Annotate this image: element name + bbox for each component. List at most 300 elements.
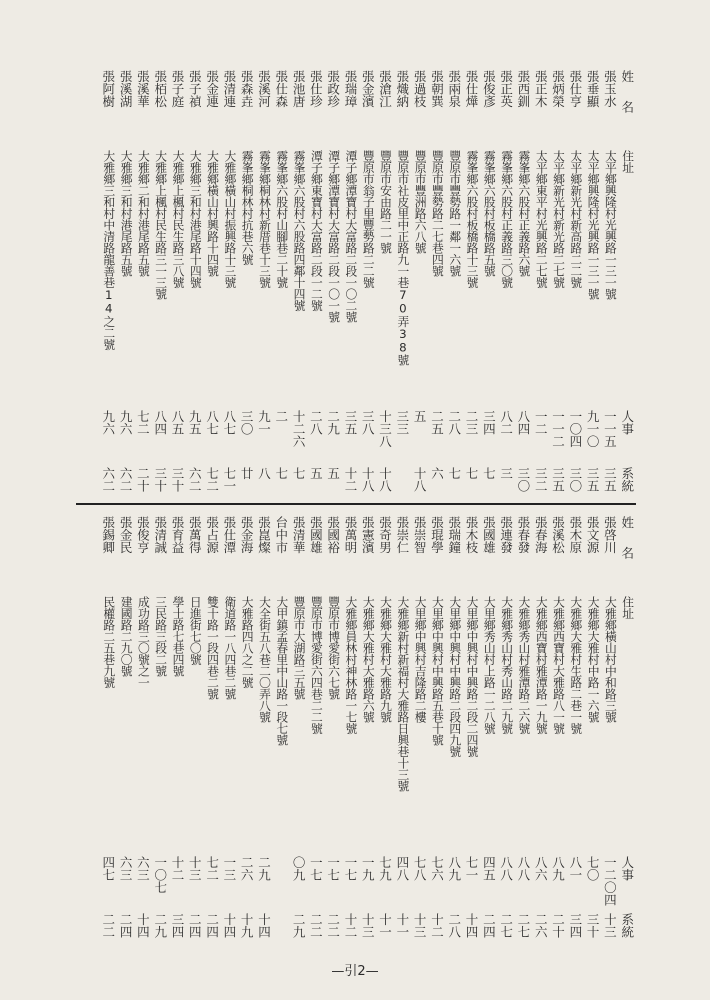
person-name: 張春發	[515, 516, 531, 554]
table-row	[567, 508, 584, 948]
table-row	[325, 62, 342, 502]
personnel-cell: 八一	[567, 856, 583, 881]
relation-cell: 三〇	[515, 467, 531, 492]
relation-cell: 十四	[221, 913, 237, 938]
person-name: 張西釧	[515, 70, 531, 108]
table-row	[532, 62, 549, 502]
personnel-cell: 二六	[239, 856, 255, 881]
header-relation: 系統	[619, 913, 635, 938]
relation-cell: 七	[481, 467, 497, 480]
table-row	[463, 62, 480, 502]
relation-cell: 十一	[377, 913, 393, 938]
table-row	[377, 62, 394, 502]
top-table	[76, 62, 636, 502]
relation-cell: 十四	[256, 913, 272, 938]
personnel-cell: 三五	[342, 410, 358, 435]
person-name: 張朝巽	[429, 70, 445, 108]
address-cell: 大里鄉中興村吉隆路二樓	[413, 596, 428, 723]
person-name: 張瑞璋	[342, 70, 358, 108]
person-name: 張子禎	[187, 70, 203, 108]
personnel-cell: 三四	[481, 410, 497, 435]
relation-cell: 七	[464, 467, 480, 480]
personnel-cell: 四五	[481, 856, 497, 881]
header-column	[619, 508, 636, 948]
relation-cell: 八	[256, 467, 272, 480]
person-name: 張溪河	[256, 70, 272, 108]
person-name: 張政珍	[325, 70, 341, 108]
relation-cell: 二六	[533, 913, 549, 938]
personnel-cell: 一七	[325, 856, 341, 881]
table-row	[307, 62, 324, 502]
relation-cell: 十三	[412, 913, 428, 938]
address-cell: 豐原市大湖路三五號	[292, 596, 307, 700]
table-row	[394, 62, 411, 502]
table-row	[394, 508, 411, 948]
table-row	[342, 62, 359, 502]
person-name: 張正木	[533, 70, 549, 108]
relation-cell: 十八	[360, 467, 376, 492]
table-row	[411, 62, 428, 502]
address-cell: 太平鄉興隆村光興路一三一號	[603, 150, 618, 300]
address-cell: 豐原市博愛街六四巷二二號	[309, 596, 324, 734]
table-row	[204, 508, 221, 948]
person-name: 張熾納	[394, 70, 410, 108]
address-cell: 霧峯鄉六股村山腳巷二十號	[274, 150, 289, 288]
person-name: 張崇智	[412, 516, 428, 554]
personnel-cell: 八七	[204, 410, 220, 435]
relation-cell: 六二	[118, 467, 134, 492]
personnel-cell: 八九	[550, 856, 566, 881]
personnel-cell: 七九	[377, 856, 393, 881]
person-name: 張春海	[533, 516, 549, 554]
personnel-cell: 十二六	[291, 410, 307, 448]
person-name: 張溪湖	[118, 70, 134, 108]
address-cell: 潭子鄉潭寶村大富路二段一〇二號	[343, 150, 358, 323]
personnel-cell: 十二	[169, 856, 185, 881]
table-row	[428, 62, 445, 502]
relation-cell: 五	[325, 467, 341, 480]
table-row	[186, 62, 203, 502]
table-row	[550, 62, 567, 502]
address-cell: 大雅鄉橫山村中和路三號	[603, 596, 618, 723]
address-cell: 大里鄉中興村中興路二段二四號	[465, 596, 480, 757]
relation-cell: 二八	[446, 913, 462, 938]
relation-cell: 七	[446, 467, 462, 480]
header-address: 住址	[620, 596, 635, 619]
personnel-cell: 三八	[360, 410, 376, 435]
address-cell: 豐原市安由路二一號	[378, 150, 393, 254]
address-cell: 霧峯鄉六股村六股路四鄰十四號	[292, 150, 307, 311]
personnel-cell: 十三	[187, 856, 203, 881]
personnel-cell: 八四	[515, 410, 531, 435]
relation-cell: 六二	[100, 467, 116, 492]
relation-cell: 二二	[308, 913, 324, 938]
relation-cell: 二二	[325, 913, 341, 938]
table-row	[273, 508, 290, 948]
person-name: 張國雄	[481, 516, 497, 554]
personnel-cell: 七〇	[585, 856, 601, 881]
person-name: 張育益	[169, 516, 185, 554]
header-name: 姓名	[619, 70, 635, 131]
table-row	[446, 62, 463, 502]
table-row	[169, 508, 186, 948]
address-cell: 大雅鄉大雅村中路一六號	[586, 596, 601, 723]
personnel-cell: 七一	[464, 856, 480, 881]
relation-cell: 七二	[204, 467, 220, 492]
table-row	[100, 62, 117, 502]
address-cell: 太平鄉東平村光興路二七號	[534, 150, 549, 288]
personnel-cell: 一七	[308, 856, 324, 881]
table-row	[100, 508, 117, 948]
relation-cell: 三十	[152, 467, 168, 492]
relation-cell: 十二	[342, 467, 358, 492]
relation-cell: 七	[273, 467, 289, 480]
relation-cell: 廿	[239, 467, 255, 480]
personnel-cell: 五	[412, 410, 428, 423]
table-row	[255, 508, 272, 948]
relation-cell: 二九	[152, 913, 168, 938]
personnel-cell: 九一	[256, 410, 272, 435]
relation-cell: 十二	[342, 913, 358, 938]
table-row	[238, 508, 255, 948]
table-row	[550, 508, 567, 948]
relation-cell: 三〇	[567, 467, 583, 492]
person-name: 張清誠	[152, 516, 168, 554]
person-name: 張文源	[585, 516, 601, 554]
relation-cell: 二四	[204, 913, 220, 938]
personnel-cell: 一九	[360, 856, 376, 881]
table-row	[480, 508, 497, 948]
header-name: 姓名	[619, 516, 635, 577]
personnel-cell: 〇九	[291, 856, 307, 881]
relation-cell: 二四	[187, 913, 203, 938]
table-row	[186, 508, 203, 948]
table-row	[134, 62, 151, 502]
relation-cell: 二十	[135, 467, 151, 492]
person-name: 張仕燁	[464, 70, 480, 108]
personnel-cell: 八八	[498, 856, 514, 881]
person-name: 張萬得	[187, 516, 203, 554]
address-cell: 成功路三〇號之一	[136, 596, 151, 688]
address-cell: 潭子鄉東寶村大富路二段一二號	[309, 150, 324, 311]
person-name: 張琨學	[429, 516, 445, 554]
person-name: 張森垚	[239, 70, 255, 108]
person-name: 張正英	[498, 70, 514, 108]
address-cell: 大雅鄉秀山村雅潭路二六號	[516, 596, 531, 734]
address-cell: 大雅鄉橫山村興路十四號	[205, 150, 220, 277]
bottom-table	[76, 508, 636, 948]
table-row	[290, 508, 307, 948]
address-cell: 豐原市豐洲路六八號	[413, 150, 428, 254]
person-name: 張炳榮	[550, 70, 566, 108]
personnel-cell: 九五	[187, 410, 203, 435]
address-cell: 霧峯鄉桐林村抗巷六號	[240, 150, 255, 265]
person-name: 張金民	[118, 516, 134, 554]
relation-cell: 二七	[498, 913, 514, 938]
address-cell: 衛道路一八四巷二號	[222, 596, 237, 700]
person-name: 張錫卿	[100, 516, 116, 554]
person-name: 張滄江	[377, 70, 393, 108]
relation-cell: 三十	[169, 467, 185, 492]
address-cell: 大雅鄉橫山村振興路十三號	[222, 150, 237, 288]
person-name: 張金海	[239, 516, 255, 554]
table-row	[117, 62, 134, 502]
relation-cell: 六	[429, 467, 445, 480]
table-row	[117, 508, 134, 948]
address-cell: 大雅鄉大雅村大雅路六號	[361, 596, 376, 723]
header-column	[619, 62, 636, 502]
person-name: 張國裕	[325, 516, 341, 554]
person-name: 台中市	[273, 516, 289, 554]
person-name: 張俊彥	[481, 70, 497, 108]
person-name: 張俊亨	[135, 516, 151, 554]
person-name: 張萬明	[342, 516, 358, 554]
person-name: 張溪華	[135, 70, 151, 108]
personnel-cell: 二三	[464, 410, 480, 435]
personnel-cell: 二	[273, 410, 289, 423]
personnel-cell: 一七	[342, 856, 358, 881]
person-name: 張木原	[567, 516, 583, 554]
personnel-cell: 一二	[533, 410, 549, 435]
table-row	[273, 62, 290, 502]
relation-cell: 十三	[360, 913, 376, 938]
personnel-cell: 八七	[221, 410, 237, 435]
person-name: 張仕森	[273, 70, 289, 108]
header-personnel: 人事	[619, 410, 635, 435]
personnel-cell: 九六	[118, 410, 134, 435]
table-row	[359, 508, 376, 948]
person-name: 張阿樹	[100, 70, 116, 108]
relation-cell: 三十	[585, 913, 601, 938]
table-row	[169, 62, 186, 502]
address-cell: 太平鄉新光村新高路二二號	[568, 150, 583, 288]
address-cell: 大雅鄉上楓村民生路三八號	[170, 150, 185, 288]
address-cell: 大雅鄉員林村神林路一七號	[343, 596, 358, 734]
personnel-cell: 六三	[118, 856, 134, 881]
personnel-cell: 一一五	[602, 410, 618, 448]
table-row	[411, 508, 428, 948]
relation-cell: 十四	[135, 913, 151, 938]
address-cell: 日進街七〇號	[188, 596, 203, 665]
personnel-cell: 八九	[446, 856, 462, 881]
relation-cell: 十一	[394, 913, 410, 938]
relation-cell: 二二	[100, 913, 116, 938]
relation-cell: 三五	[602, 467, 618, 492]
address-cell: 大甲鎮孟春里中山路一段七號	[274, 596, 289, 746]
person-name: 張連發	[498, 516, 514, 554]
personnel-cell: 八二	[498, 410, 514, 435]
address-cell: 大雅鄉西寶村雅潭路一九號	[534, 596, 549, 734]
table-row	[567, 62, 584, 502]
person-name: 張玉水	[602, 70, 618, 108]
table-row	[446, 508, 463, 948]
person-name: 張仕亨	[567, 70, 583, 108]
person-name: 張栢松	[152, 70, 168, 108]
relation-cell: 三五	[550, 467, 566, 492]
header-relation: 系統	[619, 467, 635, 492]
personnel-cell: 二九	[325, 410, 341, 435]
relation-cell: 六二	[187, 467, 203, 492]
personnel-cell: 一〇七	[152, 856, 168, 894]
relation-cell: 十九	[239, 913, 255, 938]
table-row	[290, 62, 307, 502]
address-cell: 三民路三段二號	[153, 596, 168, 677]
person-name: 張溪松	[550, 516, 566, 554]
table-row	[325, 508, 342, 948]
person-name: 張垂顯	[585, 70, 601, 108]
personnel-cell: 八五	[169, 410, 185, 435]
header-personnel: 人事	[619, 856, 635, 881]
table-row	[498, 62, 515, 502]
personnel-cell: 七八	[412, 856, 428, 881]
personnel-cell: 七二	[135, 410, 151, 435]
relation-cell: 三	[498, 467, 514, 480]
person-name: 張仕潭	[221, 516, 237, 554]
table-row	[307, 508, 324, 948]
relation-cell: 十二	[429, 913, 445, 938]
header-address: 住址	[620, 150, 635, 173]
personnel-cell: 八六	[533, 856, 549, 881]
address-cell: 豐原市豐勢路二七巷四號	[430, 150, 445, 277]
relation-cell: 二九	[291, 913, 307, 938]
table-row	[428, 508, 445, 948]
relation-cell: 七	[291, 467, 307, 480]
personnel-cell: 一〇四	[567, 410, 583, 448]
person-name: 張清連	[221, 70, 237, 108]
table-row	[221, 62, 238, 502]
table-row	[221, 508, 238, 948]
personnel-cell: 七六	[429, 856, 445, 881]
personnel-cell: 八八	[515, 856, 531, 881]
personnel-cell: 九一〇	[585, 410, 601, 448]
person-name: 張過枝	[412, 70, 428, 108]
personnel-cell: 六三	[135, 856, 151, 881]
address-cell: 建國路二九〇號	[119, 596, 134, 677]
person-name: 張仕珍	[308, 70, 324, 108]
personnel-cell: 一二〇四	[602, 856, 618, 906]
table-row	[601, 508, 618, 948]
table-row	[359, 62, 376, 502]
address-cell: 霧峯鄉桐林村新厝巷十三號	[257, 150, 272, 288]
personnel-cell: 一三	[221, 856, 237, 881]
personnel-cell: 十三八	[377, 410, 393, 448]
table-row	[584, 62, 601, 502]
relation-cell: 十八	[377, 467, 393, 492]
personnel-cell: 一一二	[550, 410, 566, 448]
person-name: 張國雄	[308, 516, 324, 554]
address-cell: 大雅鄉大雅村生路二巷一號	[568, 596, 583, 734]
person-name: 張崑燦	[256, 516, 272, 554]
relation-cell: 二四	[118, 913, 134, 938]
person-name: 張金連	[204, 70, 220, 108]
table-row	[152, 62, 169, 502]
personnel-cell: 二九	[256, 856, 272, 881]
relation-cell: 十四	[464, 913, 480, 938]
address-cell: 大雅鄉上楓村民生路三一三號	[153, 150, 168, 300]
person-name: 張占源	[204, 516, 220, 554]
table-row	[515, 508, 532, 948]
relation-cell: 三四	[567, 913, 583, 938]
person-name: 張清華	[291, 516, 307, 554]
address-cell: 大雅鄉西寶村大雅路八一號	[551, 596, 566, 734]
table-row	[532, 508, 549, 948]
person-name: 張憲濱	[360, 516, 376, 554]
address-cell: 豐原市翁子里豐勢路二二號	[361, 150, 376, 288]
personnel-cell: 二八	[446, 410, 462, 435]
address-cell: 霧峯鄉六股村板橋路十三號	[465, 150, 480, 288]
address-cell: 豐原市社皮里中正路九一巷70弄38號	[395, 150, 410, 366]
relation-cell: 十八	[412, 467, 428, 492]
section-divider	[76, 503, 636, 505]
page-number: —引2—	[331, 964, 379, 979]
person-name: 張瑞鐘	[446, 516, 462, 554]
table-row	[480, 62, 497, 502]
person-name: 張兩泉	[446, 70, 462, 108]
person-name: 張池唐	[291, 70, 307, 108]
table-row	[463, 508, 480, 948]
personnel-cell: 四八	[394, 856, 410, 881]
table-row	[601, 62, 618, 502]
table-row	[204, 62, 221, 502]
address-cell: 豐原市博愛街六七號	[326, 596, 341, 700]
relation-cell: 二十	[550, 913, 566, 938]
relation-cell: 三四	[169, 913, 185, 938]
address-cell: 霧峯鄉六股村正義路六號	[516, 150, 531, 277]
address-cell: 太平鄉新光村新光路二七號	[551, 150, 566, 288]
table-row	[238, 62, 255, 502]
relation-cell: 二七	[515, 913, 531, 938]
address-cell: 民權路二五巷九號	[101, 596, 116, 688]
table-row	[152, 508, 169, 948]
address-cell: 大雅鄉秀山村秀山路二九號	[499, 596, 514, 734]
table-row	[498, 508, 515, 948]
person-name: 張金濱	[360, 70, 376, 108]
address-cell: 豐原市豐勢路一鄰一六號	[447, 150, 462, 277]
personnel-cell: 二五	[429, 410, 445, 435]
relation-cell: 二四	[481, 913, 497, 938]
address-cell: 大雅鄉大雅村大雅路九號	[378, 596, 393, 723]
table-row	[515, 62, 532, 502]
table-row	[584, 508, 601, 948]
relation-cell: 七一	[221, 467, 237, 492]
table-row	[134, 508, 151, 948]
address-cell: 太平鄉興隆村光興路一三一號	[586, 150, 601, 300]
relation-cell: 五	[308, 467, 324, 480]
address-cell: 大里鄉中興村中興路二段四九號	[447, 596, 462, 757]
address-cell: 大全街五八巷二〇弄八號	[257, 596, 272, 723]
address-cell: 學士路七巷四號	[170, 596, 185, 677]
person-name: 張木枝	[464, 516, 480, 554]
address-cell: 大雅路四八之二號	[240, 596, 255, 688]
personnel-cell: 七二	[204, 856, 220, 881]
address-cell: 雙十路一段四巷二號	[205, 596, 220, 700]
address-cell: 大里鄉中興村中興路五巷十號	[430, 596, 445, 746]
address-cell: 霧峯鄉六股村板橋路五號	[482, 150, 497, 277]
relation-cell: 三二	[533, 467, 549, 492]
address-cell: 大雅鄉三和村中清路龍善巷14之二號	[101, 150, 116, 350]
address-cell: 大雅鄉新村新福村大雅路日興巷十三號	[395, 596, 410, 792]
table-row	[342, 508, 359, 948]
person-name: 張崇仁	[394, 516, 410, 554]
address-cell: 大里鄉秀山村上路一二八號	[482, 596, 497, 734]
relation-cell: 十三	[602, 913, 618, 938]
personnel-cell: 三三	[394, 410, 410, 435]
address-cell: 大雅鄉二和村港尾路五號	[136, 150, 151, 277]
person-name: 張子庭	[169, 70, 185, 108]
person-name: 張啓川	[602, 516, 618, 554]
table-row	[377, 508, 394, 948]
personnel-cell: 四七	[100, 856, 116, 881]
